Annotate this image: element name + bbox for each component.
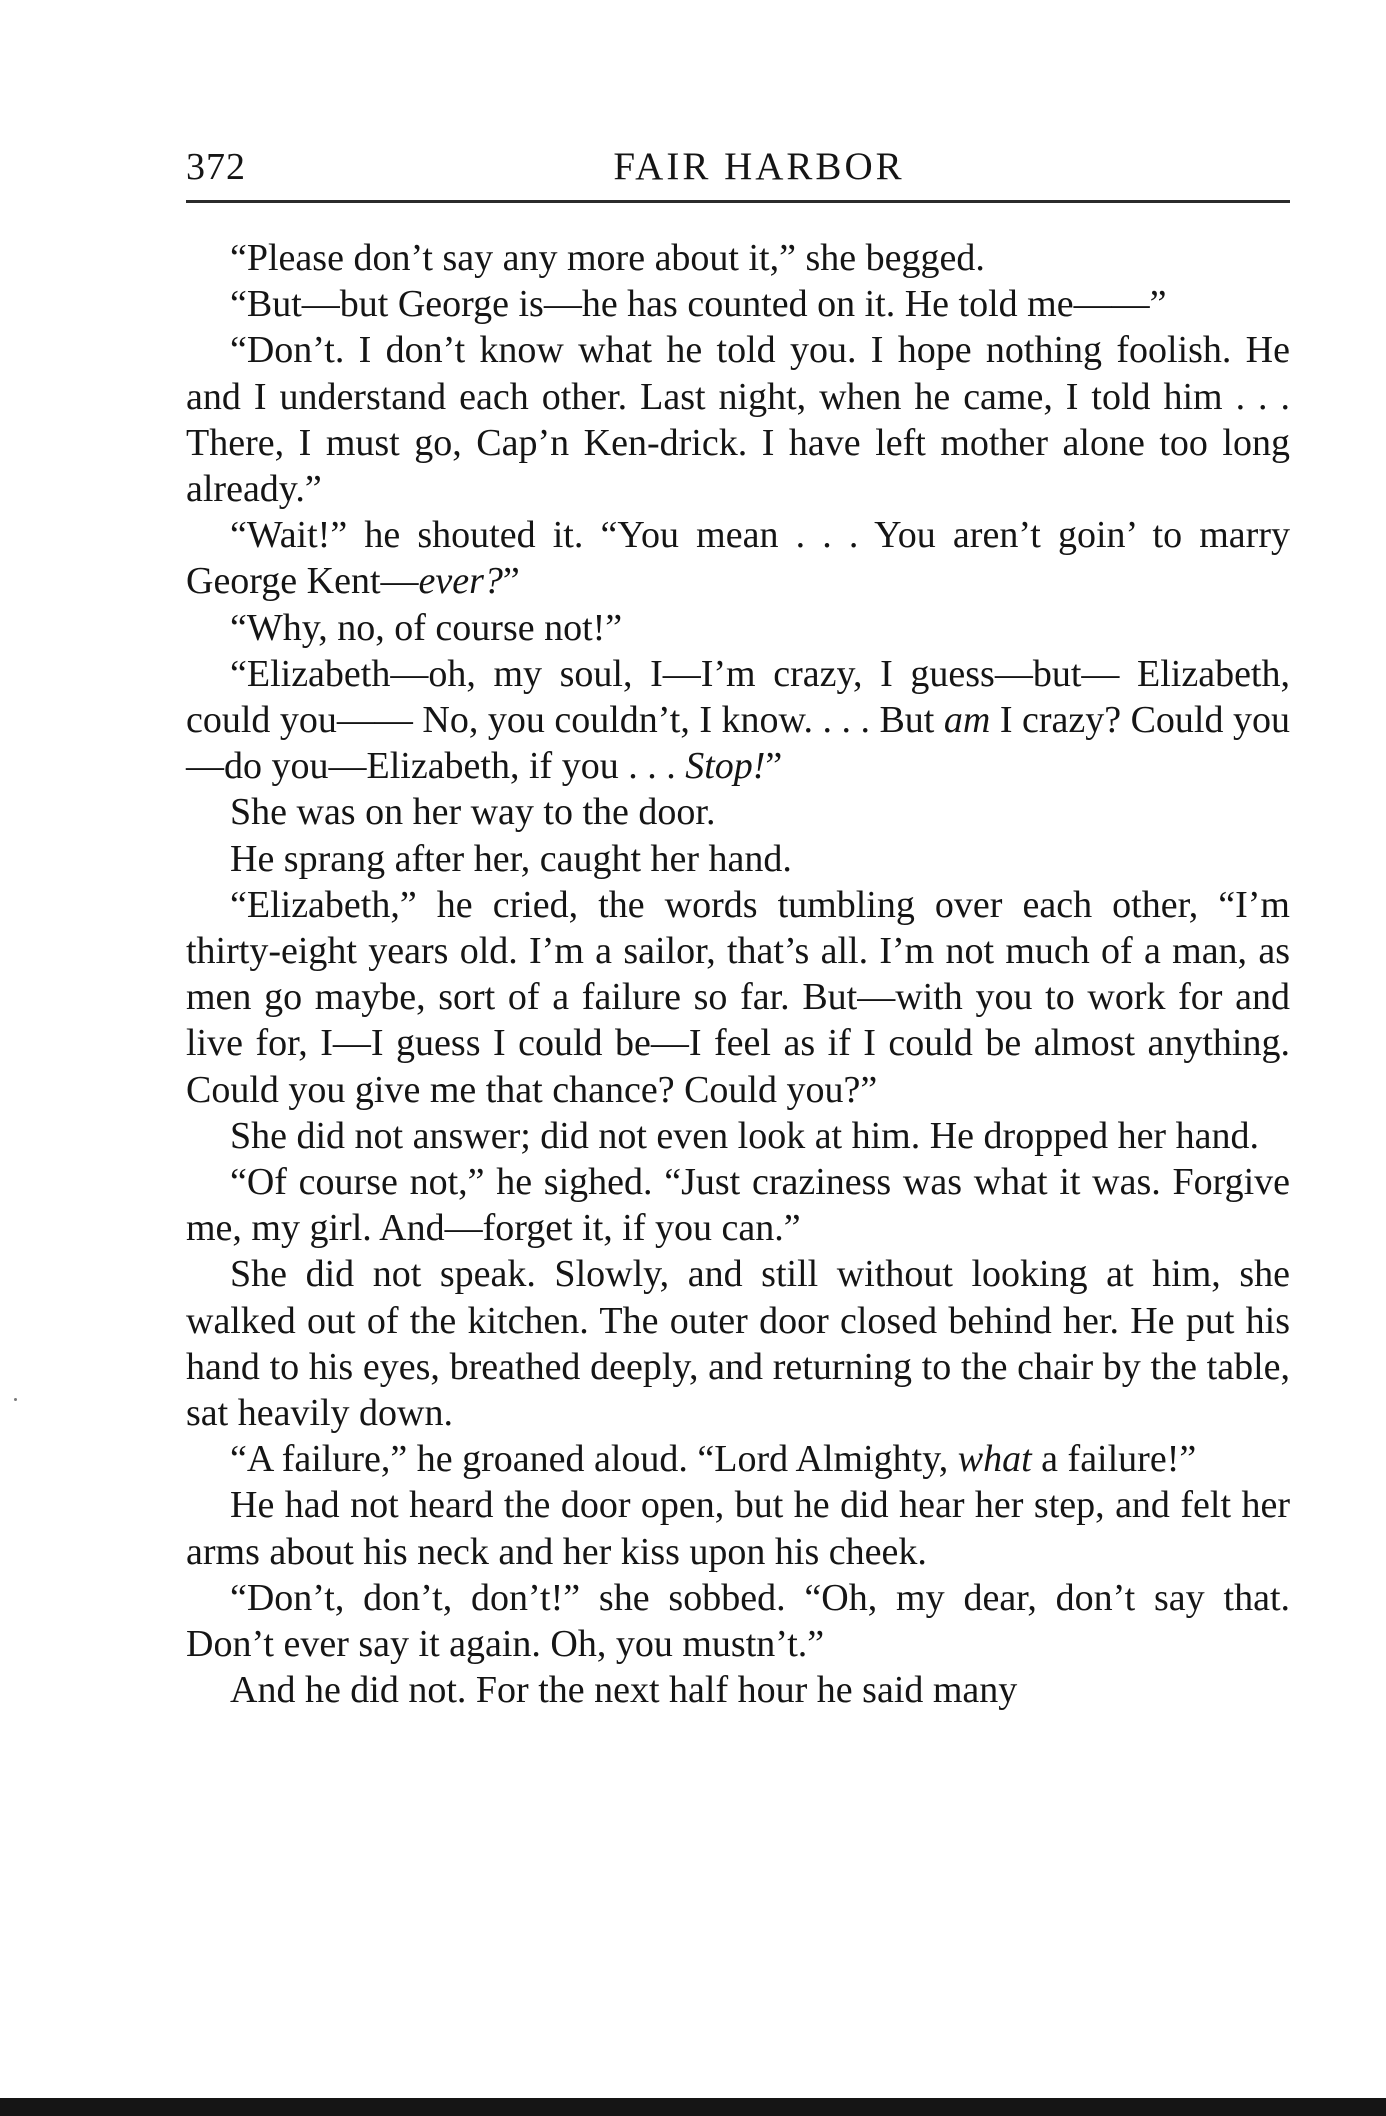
text-segment: ” (765, 745, 783, 788)
paragraph (186, 605, 1290, 651)
text-segment: “Please don’t say any more about it,” she begged. (230, 237, 985, 279)
text-segment: “A failure,” he groaned aloud. “Lord Almighty, (230, 1438, 958, 1481)
italic-text: Stop! (685, 745, 766, 788)
paragraph (186, 1667, 1290, 1713)
text-segment: And he did not. For the next half hour he said many (230, 1669, 1018, 1712)
text-segment: ” (502, 560, 520, 603)
text-segment: I crazy? Could you—do you—Elizabeth, if you . . . (186, 699, 1290, 788)
paragraph (186, 1113, 1290, 1159)
text-segment: He had not heard the door open, but he did hear her step, and felt her arms about his neck and her kiss upon his cheek. (186, 1484, 1290, 1573)
text-segment: “Elizabeth—oh, my soul, I—I’m crazy, I guess—but— Elizabeth, could you—— No, you couldn’t, I know. . . . But (186, 652, 1290, 742)
text-segment: She did not answer; did not even look at him. He dropped her hand. (230, 1114, 1259, 1157)
paragraph (186, 327, 1290, 512)
paragraph (186, 235, 1290, 281)
paragraph (186, 1436, 1290, 1482)
paragraph (186, 281, 1290, 327)
italic-text: ever? (418, 560, 503, 603)
text-segment: a failure!” (1031, 1438, 1197, 1481)
paragraph (186, 1159, 1290, 1251)
paragraph (186, 836, 1290, 882)
body-text (186, 235, 1290, 1714)
text-segment: “Of course not,” he sighed. “Just craziness was what it was. Forgive me, my girl. And—forget it, if you can.” (186, 1161, 1290, 1250)
text-segment: “Wait!” he shouted it. “You mean . . . You aren’t goin’ to marry George Kent— (186, 514, 1290, 603)
paragraph (186, 1575, 1290, 1667)
text-segment: She was on her way to the door. (230, 791, 716, 834)
text-segment: He sprang after her, caught her hand. (230, 837, 792, 880)
scan-speck (14, 1398, 17, 1401)
paragraph (186, 651, 1290, 790)
paragraph (186, 1482, 1290, 1574)
paragraph (186, 512, 1290, 604)
text-segment: “Don’t. I don’t know what he told you. I hope nothing foolish. He and I understand each other. Last night, when he came, I told him . . . There, I must go, Cap’n Ken-drick. I have left mother alone too long already.” (186, 329, 1290, 511)
running-head: FAIR HARBOR (613, 145, 905, 188)
text-segment: She did not speak. Slowly, and still without looking at him, she walked out of the kitchen. The outer door closed behind her. He put his hand to his eyes, breathed deeply, and returning to the chair by the table, sat heavily down. (186, 1253, 1290, 1435)
text-segment: “Elizabeth,” he cried, the words tumbling over each other, “I’m thirty-eight years old. I’m a sailor, that’s all. I’m not much of a man, as men go maybe, sort of a failure so far. But—with you to work for and live for, I—I guess I could be—I feel as if I could be almost anything. Could you give me that chance? Could you?” (186, 883, 1290, 1111)
text-segment: “But—but George is—he has counted on it. He told me——” (230, 283, 1167, 326)
italic-text: what (957, 1438, 1032, 1481)
text-segment: “Don’t, don’t, don’t!” she sobbed. “Oh, my dear, don’t say that. Don’t ever say it again. Oh, you mustn’t.” (186, 1576, 1290, 1666)
italic-text: am (943, 699, 991, 742)
page-number: 372 (186, 146, 246, 188)
text-segment: “Why, no, of course not!” (230, 606, 623, 649)
paragraph (186, 789, 1290, 835)
paragraph (186, 1251, 1290, 1436)
page-header (186, 142, 1290, 203)
bottom-scan-border (0, 2098, 1386, 2116)
paragraph (186, 882, 1290, 1113)
